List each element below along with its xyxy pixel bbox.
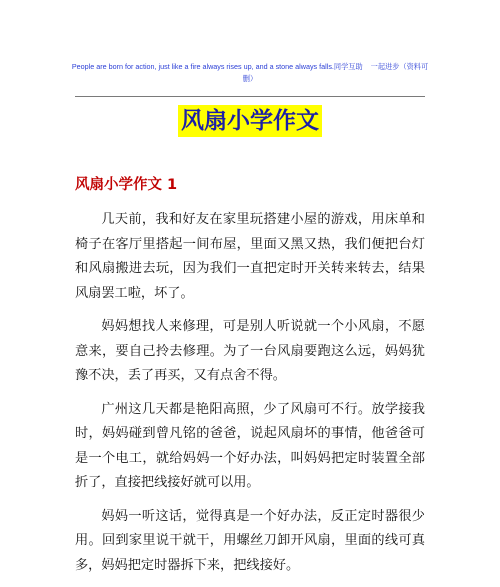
paragraph-3: 广州这几天都是艳阳高照，少了风扇可不行。放学接我时，妈妈碰到曾凡铭的爸爸，说起风扇坏的事情，他爸爸可是一个电工，就给妈妈一个好办法，叫妈妈把定时装置全部折了，直接把线接好就可以用。 — [75, 401, 425, 490]
paragraph-1: 几天前，我和好友在家里玩搭建小屋的游戏，用床单和椅子在客厅里搭起一间布屋，里面又黑又热，我们便把台灯和风扇搬进去玩，因为我们一直把定时开关转来转去，结果风扇罢工啦，坏了。 — [75, 212, 425, 301]
section-heading: 风扇小学作文 1 — [75, 177, 178, 193]
header-note: People are born for action, just like a fire always rises up, and a stone always falls.同学互助 一起进步（资料可删） — [71, 62, 429, 83]
article-body — [75, 208, 425, 587]
paragraph-4: 妈妈一听这话，觉得真是一个好办法，反正定时器很少用。回到家里说干就干，用螺丝刀卸开风扇，里面的线可真多，妈妈把定时器拆下来，把线接好。 — [75, 508, 425, 573]
document-title: 风扇小学作文 — [178, 105, 322, 137]
paragraph-2: 妈妈想找人来修理，可是别人听说就一个小风扇，不愿意来，要自己拎去修理。为了一台风扇要跑这么远，妈妈犹豫不决，丢了再买，又有点舍不得。 — [75, 319, 425, 383]
header-divider — [75, 96, 425, 97]
